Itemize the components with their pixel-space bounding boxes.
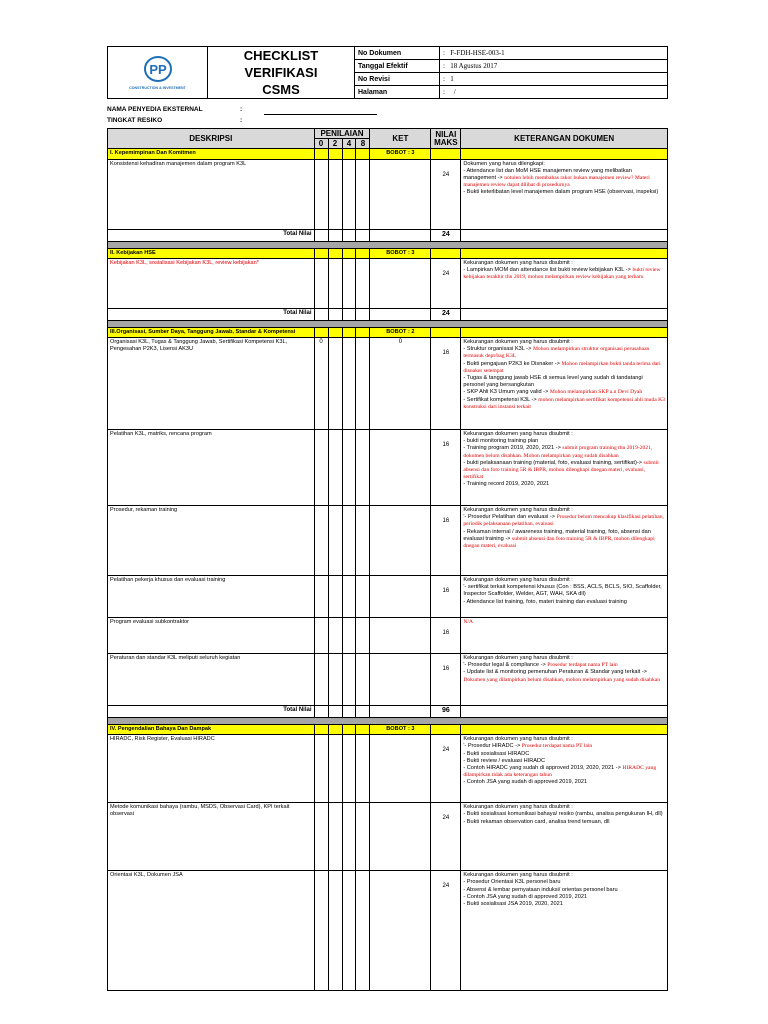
total-empty-cell [356, 229, 370, 241]
meta-value: : / [440, 86, 668, 99]
row-description: Prosedur, rekaman training [108, 506, 315, 576]
risk-colon: : [240, 117, 243, 124]
note-text: '- sertifikat terkait kompetensi khusus (Con : BSS, ACLS, BCLS, SIO, Scaffolder, Inspector Scaffolder, Welder, AGT, WAH, SKA dll) [463, 584, 662, 598]
total-empty-cell [314, 706, 328, 718]
checklist-table [107, 128, 668, 991]
total-label: Total Nilai [108, 308, 315, 320]
note-remark: Prosedur terdapat nama PT lain [547, 662, 618, 669]
section-score-cell[interactable] [342, 149, 356, 159]
max-value: 16 [431, 430, 461, 506]
note-remark: bukti review kebijakan terakhir thn 2019, mohon melampirkan review kebijakan yang terbaru [463, 267, 661, 281]
section-score-cell[interactable] [328, 725, 342, 735]
score-0-cell[interactable] [314, 506, 328, 576]
ket-cell[interactable] [370, 430, 431, 506]
note-text: '- Prosedur legal & compliance -> [463, 662, 548, 669]
total-note-cell [461, 229, 668, 241]
note-remark: submit absensi dan foto training 5R & IBPR, mohon dilengkapi dnegan materi, evaluasi, sertifikat [463, 459, 659, 481]
note-text: Kekurangan dokumen yang harus disubmit : [463, 872, 573, 879]
total-empty-cell [356, 706, 370, 718]
score-cell[interactable] [342, 871, 356, 991]
note-remark: N/A [463, 619, 473, 626]
meta-value: : 18 Agustus 2017 [440, 60, 668, 73]
score-0-cell[interactable] [314, 258, 328, 308]
score-cell[interactable] [342, 506, 356, 576]
section-score-cell[interactable] [342, 248, 356, 258]
total-empty-cell [328, 706, 342, 718]
row-description: Organisasi K3L, Tugas & Tanggung Jawab, Sertifikasi Kompetensi K3L, Pengesahan P2K3, Lisensi AK3U [108, 338, 315, 430]
note-text: - Contoh JSA yang sudah di approved 2019, 2021 [463, 893, 588, 900]
max-value: 16 [431, 338, 461, 430]
score-0-cell[interactable] [314, 618, 328, 654]
score-cell[interactable] [328, 338, 342, 430]
max-value: 24 [431, 159, 461, 229]
row-description: Program evaluasi subkontraktor [108, 618, 315, 654]
total-empty-cell [342, 229, 356, 241]
section-title: III.Organisasi, Sumber Daya, Tanggung Jawab, Standar & Kompetensi [108, 327, 315, 337]
note-text: - Bukti sosialisasi HIRADC [463, 750, 530, 757]
score-cell[interactable] [328, 618, 342, 654]
note-text: Kekurangan dokumen yang harus disubmit : [463, 804, 573, 811]
total-value: 96 [431, 706, 461, 718]
section-bobot: BOBOT : 3 [370, 248, 431, 258]
score-cell[interactable] [342, 159, 356, 229]
row-description: Orientasi K3L, Dokumen JSA [108, 871, 315, 991]
section-score-cell[interactable] [314, 149, 328, 159]
row-description: Peraturan dan standar K3L meliputi seluruh kegiatan [108, 654, 315, 706]
score-cell[interactable] [328, 258, 342, 308]
section-score-cell[interactable] [356, 327, 370, 337]
note-remark: Prosedur belum mencakup klasifikasi pelatihan, periodik pelaksanaan pelatihan, evaluasi [463, 514, 664, 528]
score-0-cell[interactable] [314, 871, 328, 991]
max-value: 16 [431, 618, 461, 654]
note-text: Kekurangan dokumen yang harus disubmit : [463, 736, 573, 743]
section-score-cell[interactable] [328, 149, 342, 159]
score-cell[interactable] [356, 159, 370, 229]
section-note-cell [461, 149, 668, 159]
checklist-row [108, 654, 668, 706]
meta-value: : F-FDH-HSE-003-1 [440, 47, 668, 60]
section-title: IV. Pengendalian Bahaya Dan Dampak [108, 725, 315, 735]
section-bobot: BOBOT : 3 [370, 725, 431, 735]
note-text: - Struktur organisasi K3L -> [463, 346, 533, 353]
max-value: 16 [431, 506, 461, 576]
checklist-row [108, 338, 668, 430]
note-text: - Prosedur Orientasi K3L personel baru [463, 879, 561, 886]
note-text: - Bukti rekaman observation card, analisa trend temuan, dll [463, 818, 610, 825]
vendor-name-field[interactable] [264, 114, 377, 115]
checklist-row [108, 576, 668, 618]
meta-label: Tanggal Efektif [355, 60, 440, 73]
note-text: Dokumen yang harus dilengkapi: [463, 160, 545, 167]
score-cell[interactable] [356, 803, 370, 871]
max-value: 16 [431, 654, 461, 706]
ket-cell[interactable] [370, 506, 431, 576]
ket-cell[interactable]: 0 [370, 338, 431, 430]
section-score-cell[interactable] [356, 248, 370, 258]
section-score-cell[interactable] [342, 327, 356, 337]
section-score-cell[interactable] [342, 725, 356, 735]
note-remark: Mohon melampirkan bukti tanda terima dari disnaker setempat [463, 360, 661, 374]
document-notes [461, 576, 668, 618]
note-text: - Sertifikat kompetensi K3L -> [463, 396, 539, 403]
score-cell[interactable] [328, 576, 342, 618]
note-text: - Bukti sosialisasi JSA 2019, 2020, 2021 [463, 901, 563, 908]
title-line-2: CSMS [262, 82, 300, 97]
col-keterangan: KETERANGAN DOKUMEN [461, 129, 668, 149]
note-remark: mohon melampirkan sertifikat kompetensi ahli muda K3 konstruksi dari instansi terkait [463, 396, 665, 410]
note-remark: submit absensi dan foto training 5R & IBPR, mohon dilengkapi dnegan materi, evaluasi [463, 535, 655, 550]
note-remark: Mohon melampirkan struktur organisasi perusahaan termasuk dept/bag K3L [463, 346, 650, 360]
note-text: - SKP Ahli K3 Umum yang valid -> [463, 389, 550, 396]
score-col-3: 8 [356, 139, 370, 149]
total-label: Total Nilai [108, 706, 315, 718]
score-cell[interactable] [342, 803, 356, 871]
section-title: I. Kepemimpinan Dan Komitmen [108, 149, 315, 159]
note-text: - Attendance list dan MoM HSE manajemen review yang melibatkan management -> [463, 167, 632, 182]
score-cell[interactable] [328, 506, 342, 576]
pp-logo-icon [136, 55, 180, 85]
section-max-cell [431, 327, 461, 337]
score-cell[interactable] [356, 576, 370, 618]
note-text: '- Prosedur HIRADC -> [463, 743, 522, 750]
score-cell[interactable] [356, 430, 370, 506]
score-cell[interactable] [356, 338, 370, 430]
meta-label: Halaman [355, 86, 440, 99]
meta-value: : 1 [440, 73, 668, 86]
section-divider [108, 718, 668, 725]
note-text: Kekurangan dokumen yang harus disubmit : [463, 431, 573, 438]
note-remark: Prosedur terdapat nama PT lain [521, 743, 593, 750]
checklist-row [108, 258, 668, 308]
meta-label: No Dokumen [355, 47, 440, 60]
row-description: Pelatihan K3L, matriks, rencana program [108, 430, 315, 506]
total-label: Total Nilai [108, 229, 315, 241]
note-text: - Bukti keterlibatan level manajemen dalam program HSE (observasi, inspeksi) [463, 189, 659, 196]
vendor-label: NAMA PENYEDIA EKSTERNAL [107, 106, 203, 113]
score-cell[interactable] [342, 654, 356, 706]
col-penilaian: PENILAIAN [314, 129, 370, 139]
total-empty-cell [328, 308, 342, 320]
section-score-cell[interactable] [356, 149, 370, 159]
row-description: Pelatihan pekerja khusus dan evaluasi training [108, 576, 315, 618]
section-score-cell[interactable] [356, 725, 370, 735]
section-divider [108, 241, 668, 248]
document-notes [461, 618, 668, 654]
score-cell[interactable] [328, 735, 342, 803]
section-max-cell [431, 725, 461, 735]
total-empty-cell [370, 706, 431, 718]
max-value: 24 [431, 803, 461, 871]
note-text: - Contoh JSA yang sudah di approved 2019, 2021 [463, 779, 588, 786]
note-remark: submit program training thn 2019-2021, dokumen belum disahkan. Mohon melampirkan yang sudah disahkan [463, 445, 653, 459]
score-cell[interactable] [342, 430, 356, 506]
note-text: - Update list & monitoring pemenuhan Peraturan & Standar yang terkait -> [463, 669, 647, 676]
section-score-cell[interactable] [314, 248, 328, 258]
document-notes [461, 654, 668, 706]
ket-cell[interactable] [370, 258, 431, 308]
score-0-cell[interactable] [314, 159, 328, 229]
total-empty-cell [314, 229, 328, 241]
checklist-row [108, 618, 668, 654]
score-col-0: 0 [314, 139, 328, 149]
score-cell[interactable] [356, 258, 370, 308]
note-text: - Training record 2019, 2020, 2021 [463, 481, 550, 488]
ket-cell[interactable] [370, 576, 431, 618]
note-text: Kekurangan dokumen yang harus disubmit : [463, 655, 573, 662]
score-cell[interactable] [356, 618, 370, 654]
note-remark: notulen lebih membahas rakor bukan manajemen review? Materi manajemen review dapat dilihat di prosedurnya [463, 175, 650, 189]
row-description: Konsistensi kehadiran manajemen dalam program K3L [108, 159, 315, 229]
total-empty-cell [342, 308, 356, 320]
score-cell[interactable] [342, 618, 356, 654]
section-bobot: BOBOT : 2 [370, 327, 431, 337]
checklist-row [108, 735, 668, 803]
row-description: HIRADC, Risk Register, Evaluasi HIRADC [108, 735, 315, 803]
section-note-cell [461, 725, 668, 735]
svg-text:PP: PP [148, 62, 167, 77]
score-0-cell[interactable]: 0 [314, 338, 328, 430]
note-remark: Mohon melampirkan SKP a.n Devi Dyah [549, 389, 643, 396]
ket-cell[interactable] [370, 618, 431, 654]
note-text: - Training program 2019, 2020, 2021 -> [463, 445, 563, 452]
section-score-cell[interactable] [314, 725, 328, 735]
score-0-cell[interactable] [314, 430, 328, 506]
note-text: - bukti monitoring training plan [463, 438, 539, 445]
document-header [107, 46, 668, 99]
document-notes [461, 338, 668, 430]
col-ket: KET [370, 129, 431, 149]
ket-cell[interactable] [370, 735, 431, 803]
note-text: - Bukti review / evaluasi HIRADC [463, 757, 546, 764]
note-text: - Rekaman internal / awareness training, material training, foto, absensi dan evaluasi training -> [463, 528, 651, 542]
section-score-cell[interactable] [314, 327, 328, 337]
note-text: Kekurangan dokumen yang harus disubmit : [463, 577, 573, 584]
total-note-cell [461, 308, 668, 320]
score-cell[interactable] [356, 871, 370, 991]
note-text: - bukti pelaksanaan training (material, foto, evaluasi training, sertifikat)-> [463, 459, 644, 466]
document-notes [461, 506, 668, 576]
section-note-cell [461, 248, 668, 258]
score-cell[interactable] [328, 159, 342, 229]
checklist-row [108, 430, 668, 506]
note-text: Kekurangan dokumen yang harus disubmit : [463, 339, 573, 346]
section-title: II. Kebijakan HSE [108, 248, 315, 258]
score-0-cell[interactable] [314, 654, 328, 706]
note-remark: Dokumen yang dilampirkan belum disahkan, mohon melampirkan yang sudah disahkan [463, 676, 661, 683]
checklist-row [108, 506, 668, 576]
note-text: - Bukti sosialisasi komunikasi bahaya/ resiko (rambu, analisa pengukuran IH, dll) [463, 811, 663, 818]
row-description: Kebijakan K3L, sosialisasi Kebijakan K3L, review kebijakan* [108, 258, 315, 308]
risk-label: TINGKAT RESIKO [107, 117, 163, 124]
logo-cell [108, 47, 208, 99]
score-col-2: 4 [342, 139, 356, 149]
document-title [208, 47, 355, 99]
max-value: 24 [431, 258, 461, 308]
document-notes [461, 803, 668, 871]
section-score-cell[interactable] [328, 327, 342, 337]
section-max-cell [431, 149, 461, 159]
note-text: Kekurangan dokumen yang harus disubmit : [463, 507, 573, 514]
max-value: 24 [431, 735, 461, 803]
score-cell[interactable] [342, 735, 356, 803]
note-text: - Contoh HIRADC yang sudah di approved 2019, 2020, 2021 -> [463, 765, 623, 772]
col-nilai-maks: NILAI MAKS [431, 129, 461, 149]
total-empty-cell [370, 308, 431, 320]
note-text: - Tugas & tanggung jawab HSE di semua level yang sudah di tandatangi personel yang bersangkutan [463, 375, 643, 389]
checklist-row [108, 871, 668, 991]
score-cell[interactable] [328, 430, 342, 506]
section-score-cell[interactable] [328, 248, 342, 258]
document-notes [461, 735, 668, 803]
document-notes [461, 159, 668, 229]
total-empty-cell [356, 308, 370, 320]
note-text: Kekurangan dokumen yang harus disubmit : [463, 259, 573, 266]
col-deskripsi: DESKRIPSI [108, 129, 315, 149]
score-0-cell[interactable] [314, 576, 328, 618]
ket-cell[interactable] [370, 803, 431, 871]
total-empty-cell [314, 308, 328, 320]
total-empty-cell [370, 229, 431, 241]
checklist-row [108, 803, 668, 871]
document-notes [461, 258, 668, 308]
score-cell[interactable] [356, 506, 370, 576]
company-tagline: CONSTRUCTION & INVESTMENT [129, 86, 186, 90]
vendor-colon: : [240, 106, 243, 113]
note-text: - Attendance list training, foto, materi training dan evaluasi training [463, 598, 627, 605]
section-note-cell [461, 327, 668, 337]
score-cell[interactable] [356, 654, 370, 706]
total-value: 24 [431, 308, 461, 320]
document-notes [461, 430, 668, 506]
total-value: 24 [431, 229, 461, 241]
ket-cell[interactable] [370, 871, 431, 991]
note-remark: HIRADC yang dilampirkan tidak ada keterangan tahun [463, 765, 657, 779]
document-notes [461, 871, 668, 991]
score-cell[interactable] [328, 871, 342, 991]
max-value: 16 [431, 576, 461, 618]
note-text: - Absensi & lembar pernyataan induksi/ orientas personel baru [463, 886, 618, 893]
ket-cell[interactable] [370, 159, 431, 229]
score-cell[interactable] [342, 258, 356, 308]
section-max-cell [431, 248, 461, 258]
title-line-1: CHECKLIST VERIFIKASI [243, 48, 319, 80]
meta-label: No Revisi [355, 73, 440, 86]
score-0-cell[interactable] [314, 803, 328, 871]
ket-cell[interactable] [370, 654, 431, 706]
section-divider [108, 320, 668, 327]
score-cell[interactable] [328, 654, 342, 706]
score-cell[interactable] [356, 735, 370, 803]
section-bobot: BOBOT : 3 [370, 149, 431, 159]
total-note-cell [461, 706, 668, 718]
total-empty-cell [342, 706, 356, 718]
row-description: Metode komunikasi bahaya (rambu, MSDS, Observasi Card), KPI terkait observasi [108, 803, 315, 871]
score-0-cell[interactable] [314, 735, 328, 803]
score-cell[interactable] [328, 803, 342, 871]
checklist-row [108, 159, 668, 229]
score-cell[interactable] [342, 338, 356, 430]
note-text: - Bukti pengajuan P2K3 ke Disnaker -> [463, 360, 562, 367]
score-cell[interactable] [342, 576, 356, 618]
note-text: - Lampirkan MOM dan attendance list bukti review kebijakan K3L -> [463, 267, 633, 274]
max-value: 24 [431, 871, 461, 991]
note-text: '- Prosedur Pelatihan dan evaluasi -> [463, 514, 557, 521]
total-empty-cell [328, 229, 342, 241]
score-col-1: 2 [328, 139, 342, 149]
